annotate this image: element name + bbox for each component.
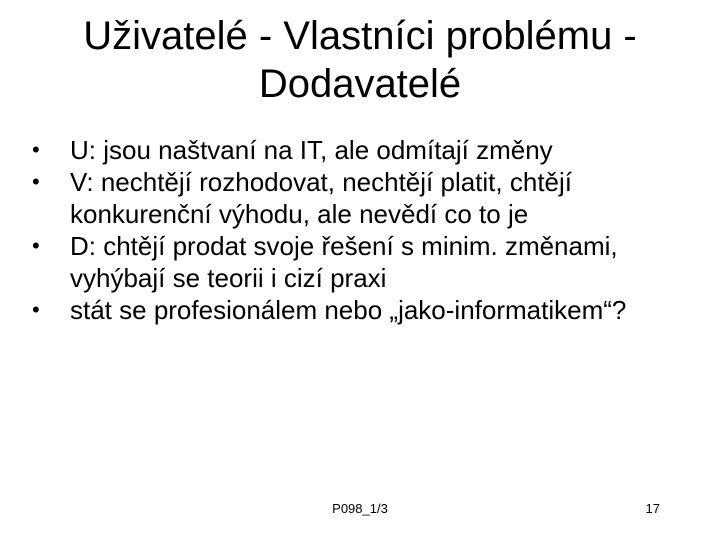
bullet-icon: • [32, 297, 40, 322]
bullet-item [32, 134, 692, 166]
bullet-text: U: jsou naštvaní na IT, ale odmítají změny [70, 135, 553, 165]
bullet-item [32, 230, 692, 294]
page-number: 17 [645, 501, 660, 516]
slide-title-line-2: Dodavatelé [258, 62, 462, 106]
bullet-item [32, 166, 692, 230]
bullet-text: D: chtějí prodat svoje řešení s minim. změnami, vyhýbají se teorii i cizí praxi [70, 231, 618, 293]
bullet-icon: • [32, 169, 40, 194]
bullet-item [32, 294, 692, 326]
bullet-icon: • [32, 233, 40, 258]
slide-title-line-1: Uživatelé - Vlastníci problému - [83, 14, 637, 58]
bullet-icon: • [32, 137, 40, 162]
footer-code: P098_1/3 [332, 501, 388, 516]
bullet-list [32, 134, 692, 326]
bullet-text: stát se profesionálem nebo „jako-informatikem“? [70, 295, 627, 325]
slide-title [40, 12, 680, 108]
bullet-text: V: nechtějí rozhodovat, nechtějí platit, chtějí konkurenční výhodu, ale nevědí co to je [70, 167, 572, 229]
